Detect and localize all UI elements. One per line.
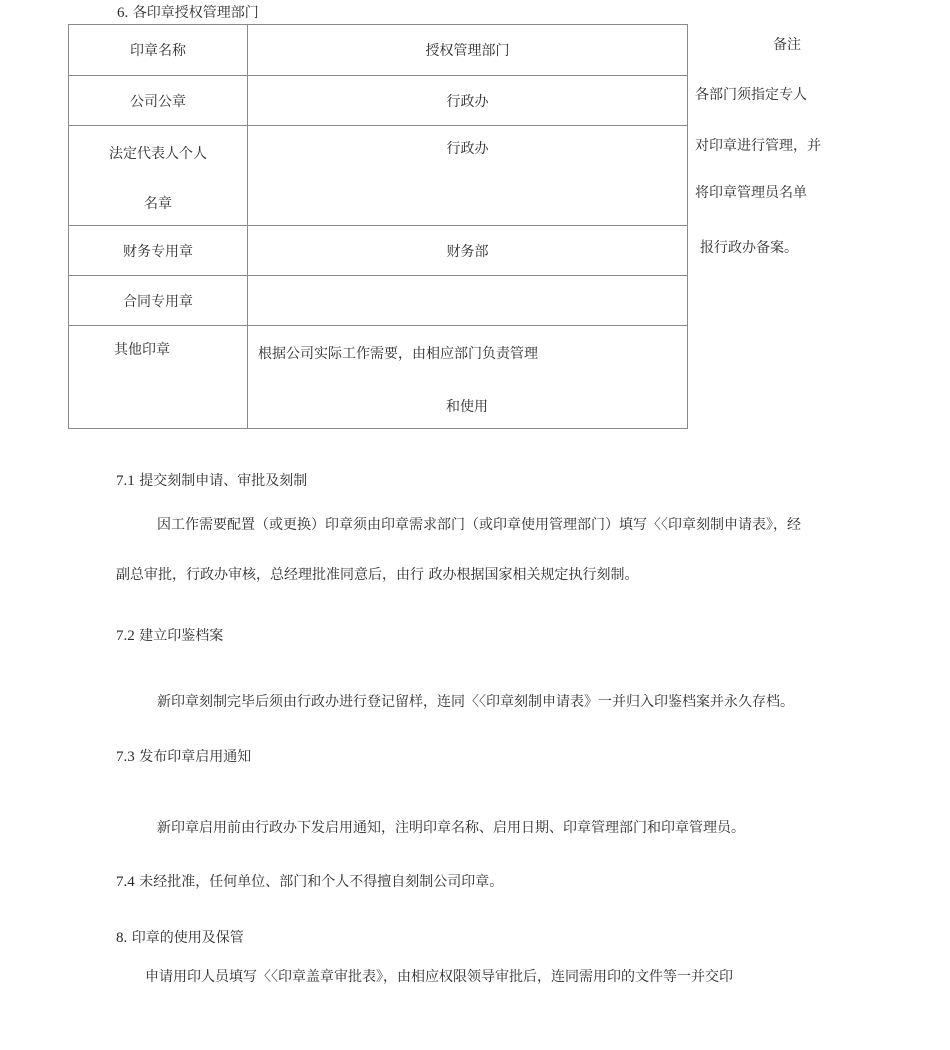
seal-name-line: 法定代表人个人	[109, 146, 207, 162]
note-line: 将印章管理员名单	[695, 185, 807, 201]
dept-text-line: 和使用	[446, 399, 488, 415]
section-title: 未经批准，任何单位、部门和个人不得擅自刻制公司印章。	[139, 874, 504, 890]
dept-text: 行政办	[446, 141, 489, 157]
seal-name-line: 名章	[144, 196, 172, 212]
note-header: 备注	[773, 37, 801, 53]
paragraph: 因工作需要配置（或更换）印章须由印章需求部门（或印章使用管理部门）填写〈〈印章刻制申请表》，经	[157, 517, 801, 533]
section-number: 7.1	[116, 473, 135, 489]
dept-cell	[248, 276, 688, 326]
note-line: 各部门须指定专人	[695, 87, 807, 103]
section-title: 印章的使用及保管	[131, 930, 244, 946]
section-number: 6.	[117, 5, 129, 21]
dept-cell	[248, 326, 688, 429]
section-title: 发布印章启用通知	[139, 749, 252, 765]
dept-cell: 行政办	[248, 76, 688, 126]
section-title: 提交刻制申请、审批及刻制	[139, 473, 308, 489]
seal-name-text: 其他印章	[114, 342, 170, 358]
seal-name-cell	[69, 126, 248, 226]
section-number: 7.3	[116, 749, 135, 765]
seal-authorization-table	[68, 24, 688, 429]
col-header-dept: 授权管理部门	[248, 25, 688, 76]
table-row	[69, 276, 688, 326]
section-7-3-heading	[116, 748, 251, 766]
section-number: 7.2	[116, 628, 135, 644]
note-line: 报行政办备案。	[700, 240, 798, 256]
section-number: 7.4	[116, 874, 135, 890]
section-number: 8.	[116, 930, 128, 946]
section-7-2-heading	[116, 627, 223, 645]
seal-name-cell	[69, 326, 248, 429]
seal-name-cell: 合同专用章	[69, 276, 248, 326]
paragraph: 新印章启用前由行政办下发启用通知，注明印章名称、启用日期、印章管理部门和印章管理员。	[157, 820, 745, 836]
dept-cell: 财务部	[248, 226, 688, 276]
table-row	[69, 226, 688, 276]
col-header-seal-name: 印章名称	[69, 25, 248, 76]
seal-name-cell: 财务专用章	[69, 226, 248, 276]
section-8-heading	[116, 929, 244, 947]
paragraph: 新印章刻制完毕后须由行政办进行登记留样，连同〈〈印章刻制申请表》一并归入印鉴档案并永久存档。	[157, 694, 794, 710]
paragraph: 副总审批，行政办审核，总经理批准同意后，由行 政办根据国家相关规定执行刻制。	[116, 567, 639, 583]
section-7-4-heading	[116, 873, 503, 891]
table-row	[69, 126, 688, 226]
table-row	[69, 326, 688, 429]
table-row	[69, 76, 688, 126]
dept-cell	[248, 126, 688, 226]
note-line: 对印章进行管理，并	[695, 138, 821, 154]
section-7-1-heading	[116, 472, 307, 490]
section-6-heading	[117, 4, 259, 22]
section-title: 各印章授权管理部门	[132, 5, 259, 21]
dept-text-line: 根据公司实际工作需要，由相应部门负责管理	[258, 346, 538, 362]
section-title: 建立印鉴档案	[139, 628, 224, 644]
paragraph: 申请用印人员填写〈〈印章盖章审批表》，由相应权限领导审批后，连同需用印的文件等一并交印	[145, 969, 733, 985]
table-header-row	[69, 25, 688, 76]
seal-name-cell: 公司公章	[69, 76, 248, 126]
